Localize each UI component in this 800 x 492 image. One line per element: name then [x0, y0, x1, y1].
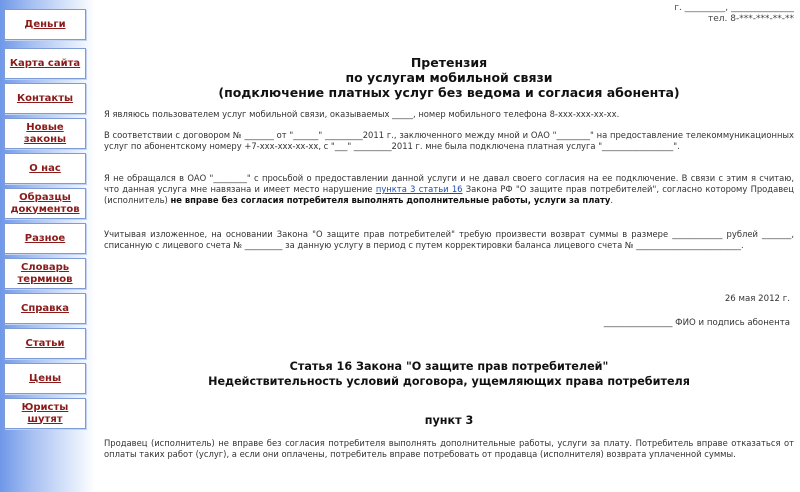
sidebar: [0, 0, 95, 492]
header-phone-line: тел. 8-***-***-**-**: [708, 14, 794, 24]
sidebar-item-articles[interactable]: Статьи: [4, 328, 86, 359]
sidebar-item-misc[interactable]: Разное: [4, 223, 86, 254]
sidebar-item-sitemap[interactable]: Карта сайта: [4, 48, 86, 79]
law-text: Продавец (исполнитель) не вправе без согласия потребителя выполнять дополнительные работы, услуги за плату. Потребитель вправе отказаться от оплаты таких работ (услуг), а если они оплачены, потребитель вправе потребовать от продавца (исполнителя) возврата уплаченной суммы.: [104, 438, 794, 459]
doc-date: 26 мая 2012 г.: [724, 294, 790, 304]
sidebar-item-prices[interactable]: Цены: [4, 363, 86, 394]
law-article-link[interactable]: пункта 3 статьи 16: [375, 184, 463, 194]
sidebar-item-lawyer-jokes[interactable]: Юристы шутят: [4, 398, 86, 429]
paragraph-3-bold: не вправе без согласия потребителя выполнять дополнительные работы, услуги за плату: [170, 195, 611, 205]
doc-subtitle-2: (подключение платных услуг без ведома и согласия абонента): [218, 85, 680, 100]
doc-title: Претензия: [410, 55, 488, 70]
sidebar-item-money[interactable]: Деньги: [4, 9, 86, 40]
law-point: пункт 3: [424, 414, 474, 427]
paragraph-3: [104, 173, 794, 206]
header-city-line: г. _________, ______________: [674, 3, 794, 13]
signature-line: ________________ ФИО и подпись абонента: [603, 318, 790, 328]
paragraph-4: Учитывая изложенное, на основании Закона "О защите прав потребителей" требую произвести возврат суммы в размере ____________ рублей _______, списанную с лицевого счета № _________ за данную услугу в период с путем корректировки баланса лицевого счета № _________________________.: [104, 229, 794, 250]
paragraph-1: Я являюсь пользователем услуг мобильной связи, оказываемых _____, номер мобильного телефона 8-xxx-xxx-xx-xx.: [104, 109, 620, 119]
law-heading: Статья 16 Закона "О защите прав потребителей": [289, 360, 609, 373]
doc-subtitle: по услугам мобильной связи: [345, 70, 553, 85]
paragraph-2: В соответствии с договором № _______ от "______" _________2011 г., заключенного между мной и ОАО "________" на предоставление телекоммуникационных услуг по абонентскому номеру +7-xxx-xxx-xx-xx, с "___" _________2011 г. мне была подключена платная услуга "_________________".: [104, 130, 794, 151]
paragraph-3-text: Я не обращался в ОАО "________" с просьбой о предоставлении данной услуги и не давал своего согласия на ее подключение. В связи с этим я считаю, что данная услуга мне навязана и имеет место нарушение: [104, 173, 794, 194]
main-content: [104, 0, 794, 492]
sidebar-item-new-laws[interactable]: Новые законы: [4, 118, 86, 149]
sidebar-item-document-samples[interactable]: Образцы документов: [4, 188, 86, 219]
paragraph-3-text-2: Закона РФ "О защите прав потребителей", согласно которому Продавец (исполнитель): [104, 184, 795, 205]
law-subheading: Недействительность условий договора, ущемляющих права потребителя: [208, 375, 690, 388]
sidebar-item-reference[interactable]: Справка: [4, 293, 86, 324]
sidebar-item-glossary[interactable]: Словарь терминов: [4, 258, 86, 289]
paragraph-3-end: .: [610, 195, 613, 205]
sidebar-item-about[interactable]: О нас: [4, 153, 86, 184]
sidebar-item-contacts[interactable]: Контакты: [4, 83, 86, 114]
